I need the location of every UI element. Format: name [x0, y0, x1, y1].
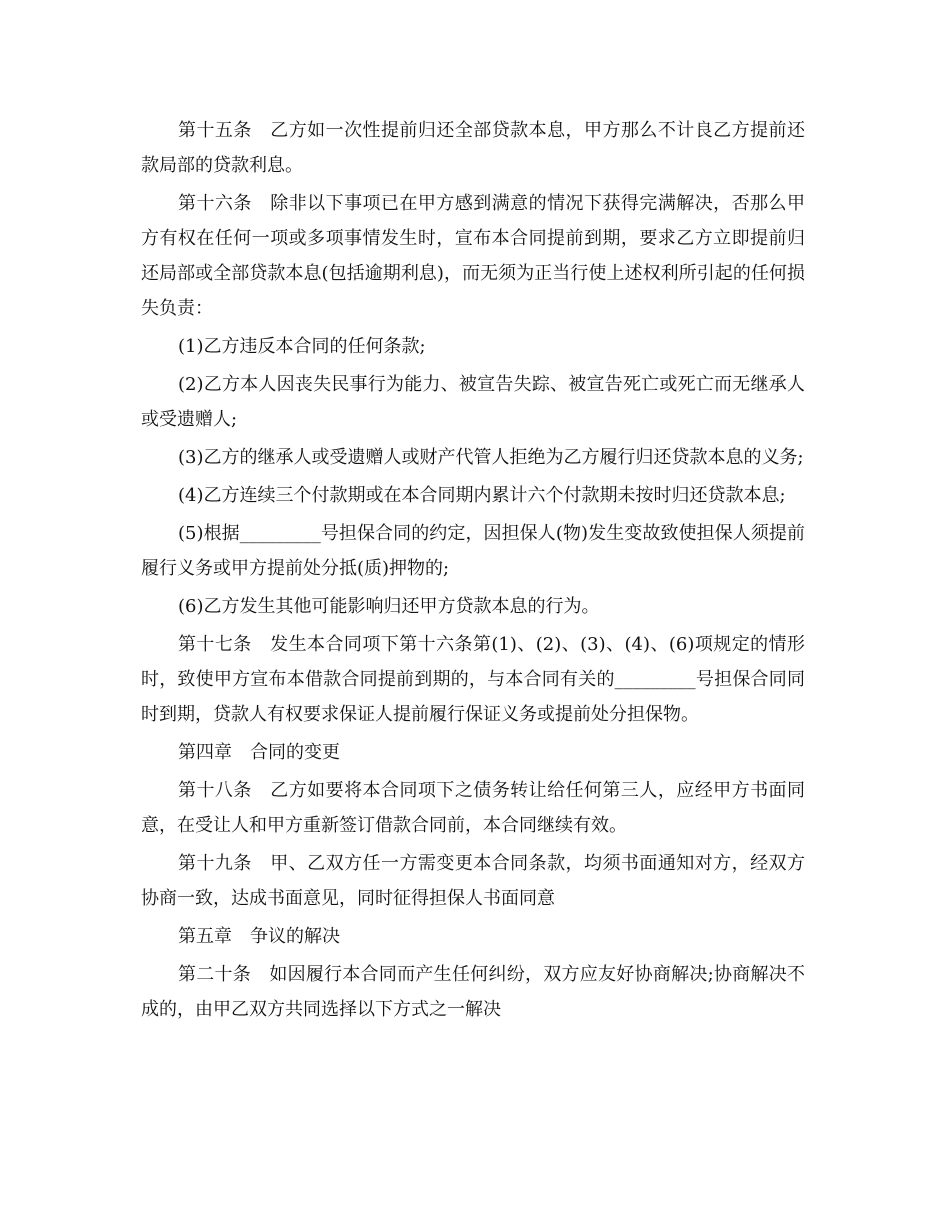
paragraph-article-17: 第十七条 发生本合同项下第十六条第(1)、(2)、(3)、(4)、(6)项规定的情形时，致使甲方宣布本借款合同提前到期的，与本合同有关的_________号担保合同同时到期，贷款人有权要求保证人提前履行保证义务或提前处分担保物。 — [141, 634, 805, 725]
paragraph-item-2: (2)乙方本人因丧失民事行为能力、被宣告失踪、被宣告死亡或死亡而无继承人或受遗赠人; — [141, 374, 805, 430]
paragraph-item-1: (1)乙方违反本合同的任何条款; — [178, 336, 426, 357]
paragraph-item-3: (3)乙方的继承人或受遗赠人或财产代管人拒绝为乙方履行归还贷款本息的义务; — [178, 447, 804, 468]
chapter-5-heading: 第五章 争议的解决 — [178, 926, 340, 947]
chapter-4-heading: 第四章 合同的变更 — [178, 742, 340, 763]
paragraph-article-15: 第十五条 乙方如一次性提前归还全部贷款本息，甲方那么不计良乙方提前还款局部的贷款利息。 — [141, 120, 805, 176]
document-page — [141, 113, 805, 1030]
paragraph-item-4: (4)乙方连续三个付款期或在本合同期内累计六个付款期未按时归还贷款本息; — [178, 485, 786, 506]
paragraph-article-19: 第十九条 甲、乙双方任一方需变更本合同条款，均须书面通知对方，经双方协商一致，达成书面意见，同时征得担保人书面同意 — [141, 853, 805, 909]
paragraph-item-5: (5)根据_________号担保合同的约定，因担保人(物)发生变故致使担保人须提前履行义务或甲方提前处分抵(质)押物的; — [141, 523, 805, 579]
paragraph-article-18: 第十八条 乙方如要将本合同项下之债务转让给任何第三人，应经甲方书面同意，在受让人和甲方重新签订借款合同前，本合同继续有效。 — [141, 780, 805, 836]
paragraph-item-6: (6)乙方发生其他可能影响归还甲方贷款本息的行为。 — [178, 596, 600, 617]
paragraph-article-16: 第十六条 除非以下事项已在甲方感到满意的情况下获得完满解决，否那么甲方有权在任何一项或多项事情发生时，宣布本合同提前到期，要求乙方立即提前归还局部或全部贷款本息(包括逾期利息)，而无须为正当行使上述权利所引起的任何损失负责： — [141, 193, 805, 319]
paragraph-article-20: 第二十条 如因履行本合同而产生任何纠纷，双方应友好协商解决;协商解决不成的，由甲乙双方共同选择以下方式之一解决 — [141, 964, 805, 1020]
